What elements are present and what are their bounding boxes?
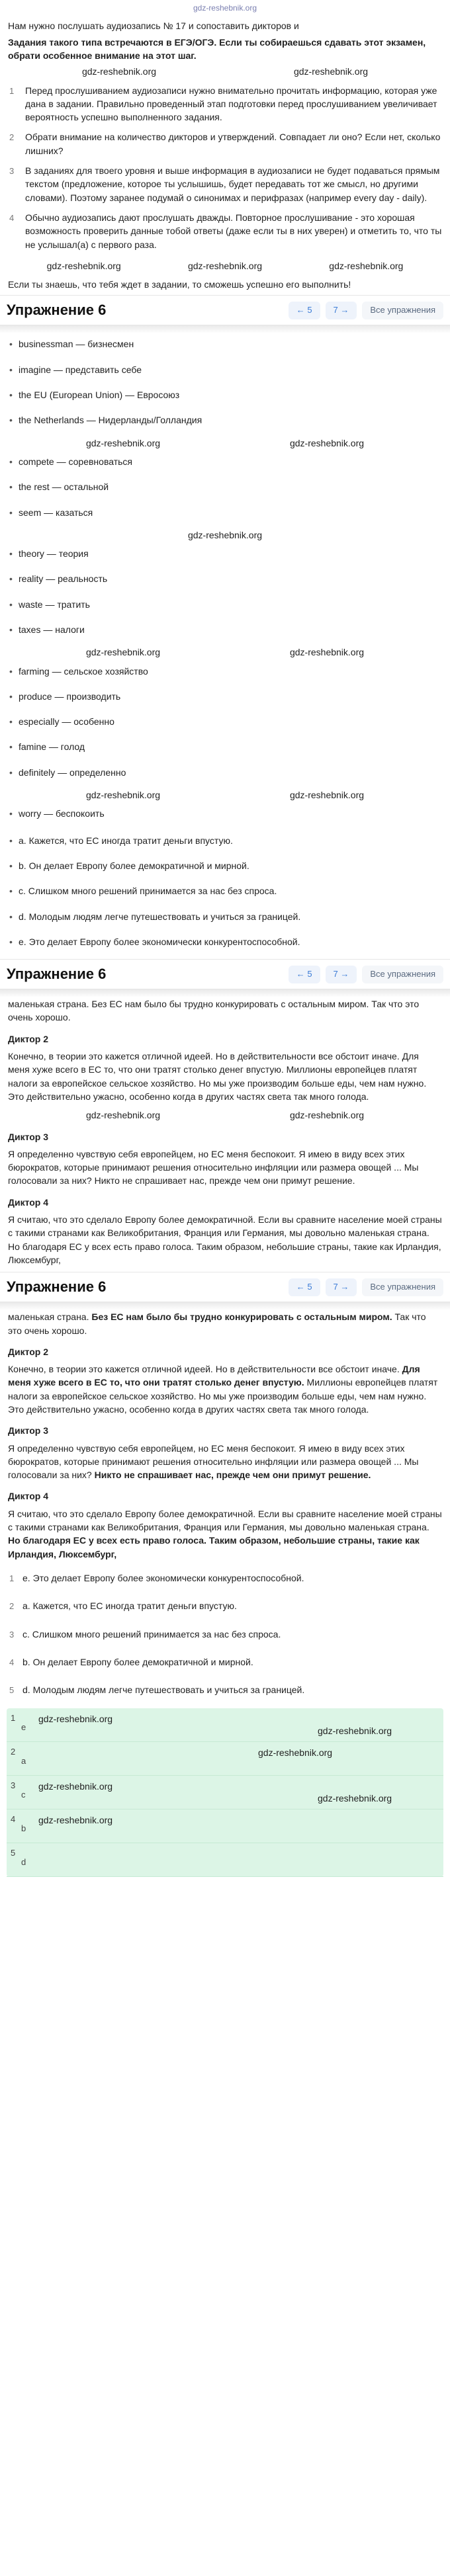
key-phrase: Никто не спрашивает нас, прежде чем они примут решение. xyxy=(94,1470,371,1481)
row-number: 5 xyxy=(11,1848,16,1858)
speaker-heading: Диктор 4 xyxy=(8,1196,49,1208)
list-item: • b. Он делает Европу более демократичной и мирной. xyxy=(8,854,442,879)
next-exercise-button[interactable]: 7 → xyxy=(326,966,357,983)
top-watermark: gdz-reshebnik.org xyxy=(193,3,257,13)
statements-list xyxy=(0,829,450,955)
list-item: • a. Кажется, что ЕС иногда тратит деньги впустую. xyxy=(8,829,442,854)
list-number: 4 xyxy=(9,212,15,223)
list-number: 1 xyxy=(9,85,15,96)
list-number: 4 xyxy=(9,1657,15,1667)
watermark: gdz-reshebnik.org xyxy=(318,1725,392,1737)
list-item: • businessman — бизнесмен xyxy=(8,333,442,358)
table-row xyxy=(7,1742,443,1776)
list-item xyxy=(8,1566,442,1594)
intro-line2: Задания такого типа встречаются в ЕГЭ/ОГЭ. Если ты собираешься сдавать этот экзамен, обрати особенное внимание на этот шаг. xyxy=(8,36,426,61)
row-number: 1 xyxy=(11,1713,16,1724)
list-item xyxy=(8,211,442,258)
text-span: Я считаю, что это сделало Европу более демократичной. Если вы сравните население моей страны с такими странами как Великобритания, Франция или Германия, мы довольно маленькая страна. xyxy=(8,1508,442,1533)
list-item: • the rest — остальной xyxy=(8,476,442,501)
table-row xyxy=(7,1708,443,1742)
tip-text: Обрати внимание на количество дикторов и утверждений. Совпадает ли оно? Если нет, сколько лишних? xyxy=(25,132,441,156)
exercise-header xyxy=(0,295,450,325)
transcript-paragraph xyxy=(8,1507,442,1561)
list-item: • c. Слишком много решений принимается за нас без спроса. xyxy=(8,879,442,904)
answer-text: a. Кажется, что ЕС иногда тратит деньги впустую. xyxy=(22,1600,237,1612)
transcript-highlighted xyxy=(0,1310,450,1561)
row-number: 2 xyxy=(11,1747,16,1757)
list-number: 3 xyxy=(9,1629,15,1640)
transcript-paragraph xyxy=(8,1362,442,1416)
list-item: • d. Молодым людям легче путешествовать и учиться за границей. xyxy=(8,905,442,930)
exercise-title: Упражнение 6 xyxy=(7,1278,107,1296)
tips-list xyxy=(0,84,450,258)
list-number: 2 xyxy=(9,1601,15,1612)
intro-line1: Нам нужно послушать аудиозапись № 17 и сопоставить дикторов и xyxy=(8,21,299,32)
table-row xyxy=(7,1776,443,1809)
all-exercises-button[interactable]: Все упражнения xyxy=(362,966,443,983)
transcript-paragraph: Я считаю, что это сделало Европу более демократичной. Если вы сравните население моей страны с такими странами как Великобритания, Франция или Германия, мы довольно маленькая страна. Но благодаря ЕС у всех есть право голоса. Таким образом, небольшие страны, такие как Ирландия, Люксембург, xyxy=(8,1214,442,1265)
list-number: 5 xyxy=(9,1685,15,1696)
watermark: gdz-reshebnik.org xyxy=(46,260,121,271)
header-shadow xyxy=(0,325,450,333)
text-span: маленькая страна. xyxy=(8,1311,92,1323)
watermark: gdz-reshebnik.org xyxy=(329,260,404,271)
list-item: • worry — беспокоить xyxy=(8,803,442,828)
transcript-paragraph: Я определенно чувствую себя европейцем, но ЕС меня беспокоит. Я имею в виду всех этих бюрократов, которые принимают решения относительно инфляции или размера овощей ... Мы голосовали за них? Никто не спрашивает нас, прежде чем они примут решение. xyxy=(8,1148,419,1186)
transcript xyxy=(0,997,450,1267)
transcript-paragraph: маленькая страна. Без ЕС нам было бы трудно конкурировать с остальным миром. Так что это очень хорошо. xyxy=(8,999,420,1023)
list-item: • imagine — представить себе xyxy=(8,359,442,384)
exercise-title: Упражнение 6 xyxy=(7,302,107,319)
list-item: • the EU (European Union) — Евросоюз xyxy=(8,384,442,409)
answer-text: c. Слишком много решений принимается за нас без спроса. xyxy=(22,1628,281,1640)
watermark-row xyxy=(8,528,442,542)
row-number: 3 xyxy=(11,1780,16,1791)
prev-exercise-button[interactable]: ← 5 xyxy=(289,966,320,983)
intro-section xyxy=(0,15,450,62)
watermark-row xyxy=(8,645,442,659)
key-phrase: Без ЕС нам было бы трудно конкурировать с остальным миром. xyxy=(91,1311,392,1323)
list-item xyxy=(8,84,442,131)
row-answer: a xyxy=(21,1756,26,1766)
speaker-heading: Диктор 2 xyxy=(8,1346,49,1357)
list-item: • waste — тратить xyxy=(8,594,442,619)
watermark: gdz-reshebnik.org xyxy=(187,529,263,540)
table-row xyxy=(7,1843,443,1877)
intro-closing-wrap xyxy=(0,274,450,291)
list-item: • seem — казаться xyxy=(8,502,442,527)
exercise-header xyxy=(0,959,450,989)
transcript-paragraph xyxy=(8,1442,442,1482)
list-item xyxy=(8,164,442,211)
watermark: gdz-reshebnik.org xyxy=(293,66,369,77)
list-item xyxy=(8,1650,442,1678)
watermark-row xyxy=(8,1108,442,1122)
watermark: gdz-reshebnik.org xyxy=(85,790,161,801)
speaker-heading: Диктор 3 xyxy=(8,1131,49,1142)
list-item: • e. Это делает Европу более экономически конкурентоспособной. xyxy=(8,930,442,955)
tip-text: В заданиях для твоего уровня и выше информация в аудиозаписи не будет подаваться прямым текстом (предложение, которое ты услышишь, будет передавать тот же смысл, но другими словами). Поэтому заранее подумай о синонимах и перифразах (например every day - daily). xyxy=(25,165,440,203)
watermark: gdz-reshebnik.org xyxy=(85,1110,161,1121)
transcript-paragraph xyxy=(8,1310,442,1337)
list-item: • reality — реальность xyxy=(8,568,442,593)
list-item xyxy=(8,1678,442,1706)
key-phrase: Но благодаря ЕС у всех есть право голоса. Таким образом, небольшие страны, такие как Ирландия, Люксембург, xyxy=(8,1535,420,1559)
watermark-row xyxy=(8,436,442,450)
row-answer: b xyxy=(21,1823,26,1834)
row-answer: c xyxy=(21,1790,26,1800)
row-number: 4 xyxy=(11,1814,16,1825)
exercise-header xyxy=(0,1272,450,1302)
watermark: gdz-reshebnik.org xyxy=(289,437,365,448)
speaker-heading: Диктор 3 xyxy=(8,1425,49,1436)
list-item: • taxes — налоги xyxy=(8,619,442,644)
tip-text: Перед прослушиванием аудиозаписи нужно внимательно прочитать информацию, которая уже дана в задании. Правильно проведенный этап подготовки перед прослушиванием увеличивает вероятность успешно выполненного задания. xyxy=(25,85,437,123)
list-item xyxy=(8,1622,442,1650)
watermark-row xyxy=(0,259,450,272)
answer-grid xyxy=(7,1708,443,1877)
next-exercise-button[interactable]: 7 → xyxy=(326,1278,357,1296)
key-phrase: Для меня хуже всего в ЕС то, что они тратят столько денег впустую. xyxy=(8,1364,420,1388)
text-span: Я определенно чувствую себя европейцем, но ЕС меня беспокоит. Я имею в виду всех этих бюрократов, которые принимают решения относительно инфляции или размера овощей ... Мы голосовали за них? xyxy=(8,1442,419,1481)
watermark: gdz-reshebnik.org xyxy=(81,66,157,77)
next-exercise-button[interactable]: 7 → xyxy=(326,302,357,319)
watermark-row xyxy=(0,65,450,78)
watermark: gdz-reshebnik.org xyxy=(85,647,161,658)
watermark: gdz-reshebnik.org xyxy=(289,647,365,658)
watermark: gdz-reshebnik.org xyxy=(318,1793,392,1804)
row-answer: d xyxy=(21,1857,26,1868)
vocabulary-list xyxy=(0,333,450,828)
exercise-nav xyxy=(289,302,443,319)
list-item: • theory — теория xyxy=(8,543,442,568)
list-item xyxy=(8,1594,442,1622)
list-item: • the Netherlands — Нидерланды/Голландия xyxy=(8,409,442,435)
answer-text: d. Молодым людям легче путешествовать и учиться за границей. xyxy=(22,1684,305,1696)
list-item: • famine — голод xyxy=(8,736,442,761)
table-row xyxy=(7,1809,443,1843)
transcript-paragraph: Конечно, в теории это кажется отличной идеей. Но в действительности все обстоит иначе. Для меня хуже всего в ЕС то, что они тратят столько денег впустую. Миллионы европейцев платят налоги за европейское сельское хозяйство. Но мы уже производим больше еды, чем нам нужно. Это действительно ужасно, особенно когда в других частях света так много голода. xyxy=(8,1051,427,1102)
row-answer: e xyxy=(21,1722,26,1733)
watermark-row xyxy=(8,788,442,802)
watermark: gdz-reshebnik.org xyxy=(38,1815,113,1826)
watermark: gdz-reshebnik.org xyxy=(38,1781,113,1792)
exercise-title: Упражнение 6 xyxy=(7,966,107,983)
answer-text: e. Это делает Европу более экономически конкурентоспособной. xyxy=(22,1572,304,1583)
intro-closing: Если ты знаешь, что тебя ждет в задании, то сможешь успешно его выполнить! xyxy=(8,279,351,290)
text-span: Конечно, в теории это кажется отличной идеей. Но в действительности все обстоит иначе. xyxy=(8,1364,402,1375)
answer-text: b. Он делает Европу более демократичной и мирной. xyxy=(22,1656,253,1667)
prev-exercise-button[interactable]: ← 5 xyxy=(289,1278,320,1296)
text-span: Миллионы европейцев платят налоги за европейское сельское хозяйство. Но мы уже производим больше еды, чем нам нужно. Это действительно ужасно, особенно когда в других частях света так много голода. xyxy=(8,1377,438,1415)
list-item: • compete — соревноваться xyxy=(8,451,442,476)
list-number: 3 xyxy=(9,166,15,177)
answers-numbered-list xyxy=(0,1566,450,1706)
exercise-nav xyxy=(289,966,443,983)
list-number: 2 xyxy=(9,132,15,143)
watermark: gdz-reshebnik.org xyxy=(38,1714,113,1725)
exercise-nav xyxy=(289,1278,443,1296)
list-number: 1 xyxy=(9,1573,15,1583)
all-exercises-button[interactable]: Все упражнения xyxy=(362,302,443,319)
text-span: Так что это очень хорошо. xyxy=(8,1311,426,1336)
watermark: gdz-reshebnik.org xyxy=(289,1110,365,1121)
header-shadow xyxy=(0,1302,450,1310)
watermark: gdz-reshebnik.org xyxy=(289,790,365,801)
list-item xyxy=(8,130,442,164)
tip-text: Обычно аудиозапись дают прослушать дважды. Повторное прослушивание - это хорошая возможность проверить данные тобой ответы (даже если ты в них уверен) и отметить то, что ты не услышал(а) с первого раза. xyxy=(25,212,442,250)
list-item: • produce — производить xyxy=(8,686,442,711)
prev-exercise-button[interactable]: ← 5 xyxy=(289,302,320,319)
list-item: • farming — сельское хозяйство xyxy=(8,661,442,686)
all-exercises-button[interactable]: Все упражнения xyxy=(362,1278,443,1296)
watermark: gdz-reshebnik.org xyxy=(258,1747,333,1759)
speaker-heading: Диктор 2 xyxy=(8,1033,49,1044)
list-item: • especially — особенно xyxy=(8,711,442,736)
speaker-heading: Диктор 4 xyxy=(8,1491,49,1502)
header-shadow xyxy=(0,989,450,997)
watermark: gdz-reshebnik.org xyxy=(187,260,263,271)
watermark: gdz-reshebnik.org xyxy=(85,437,161,448)
list-item: • definitely — определенно xyxy=(8,762,442,787)
